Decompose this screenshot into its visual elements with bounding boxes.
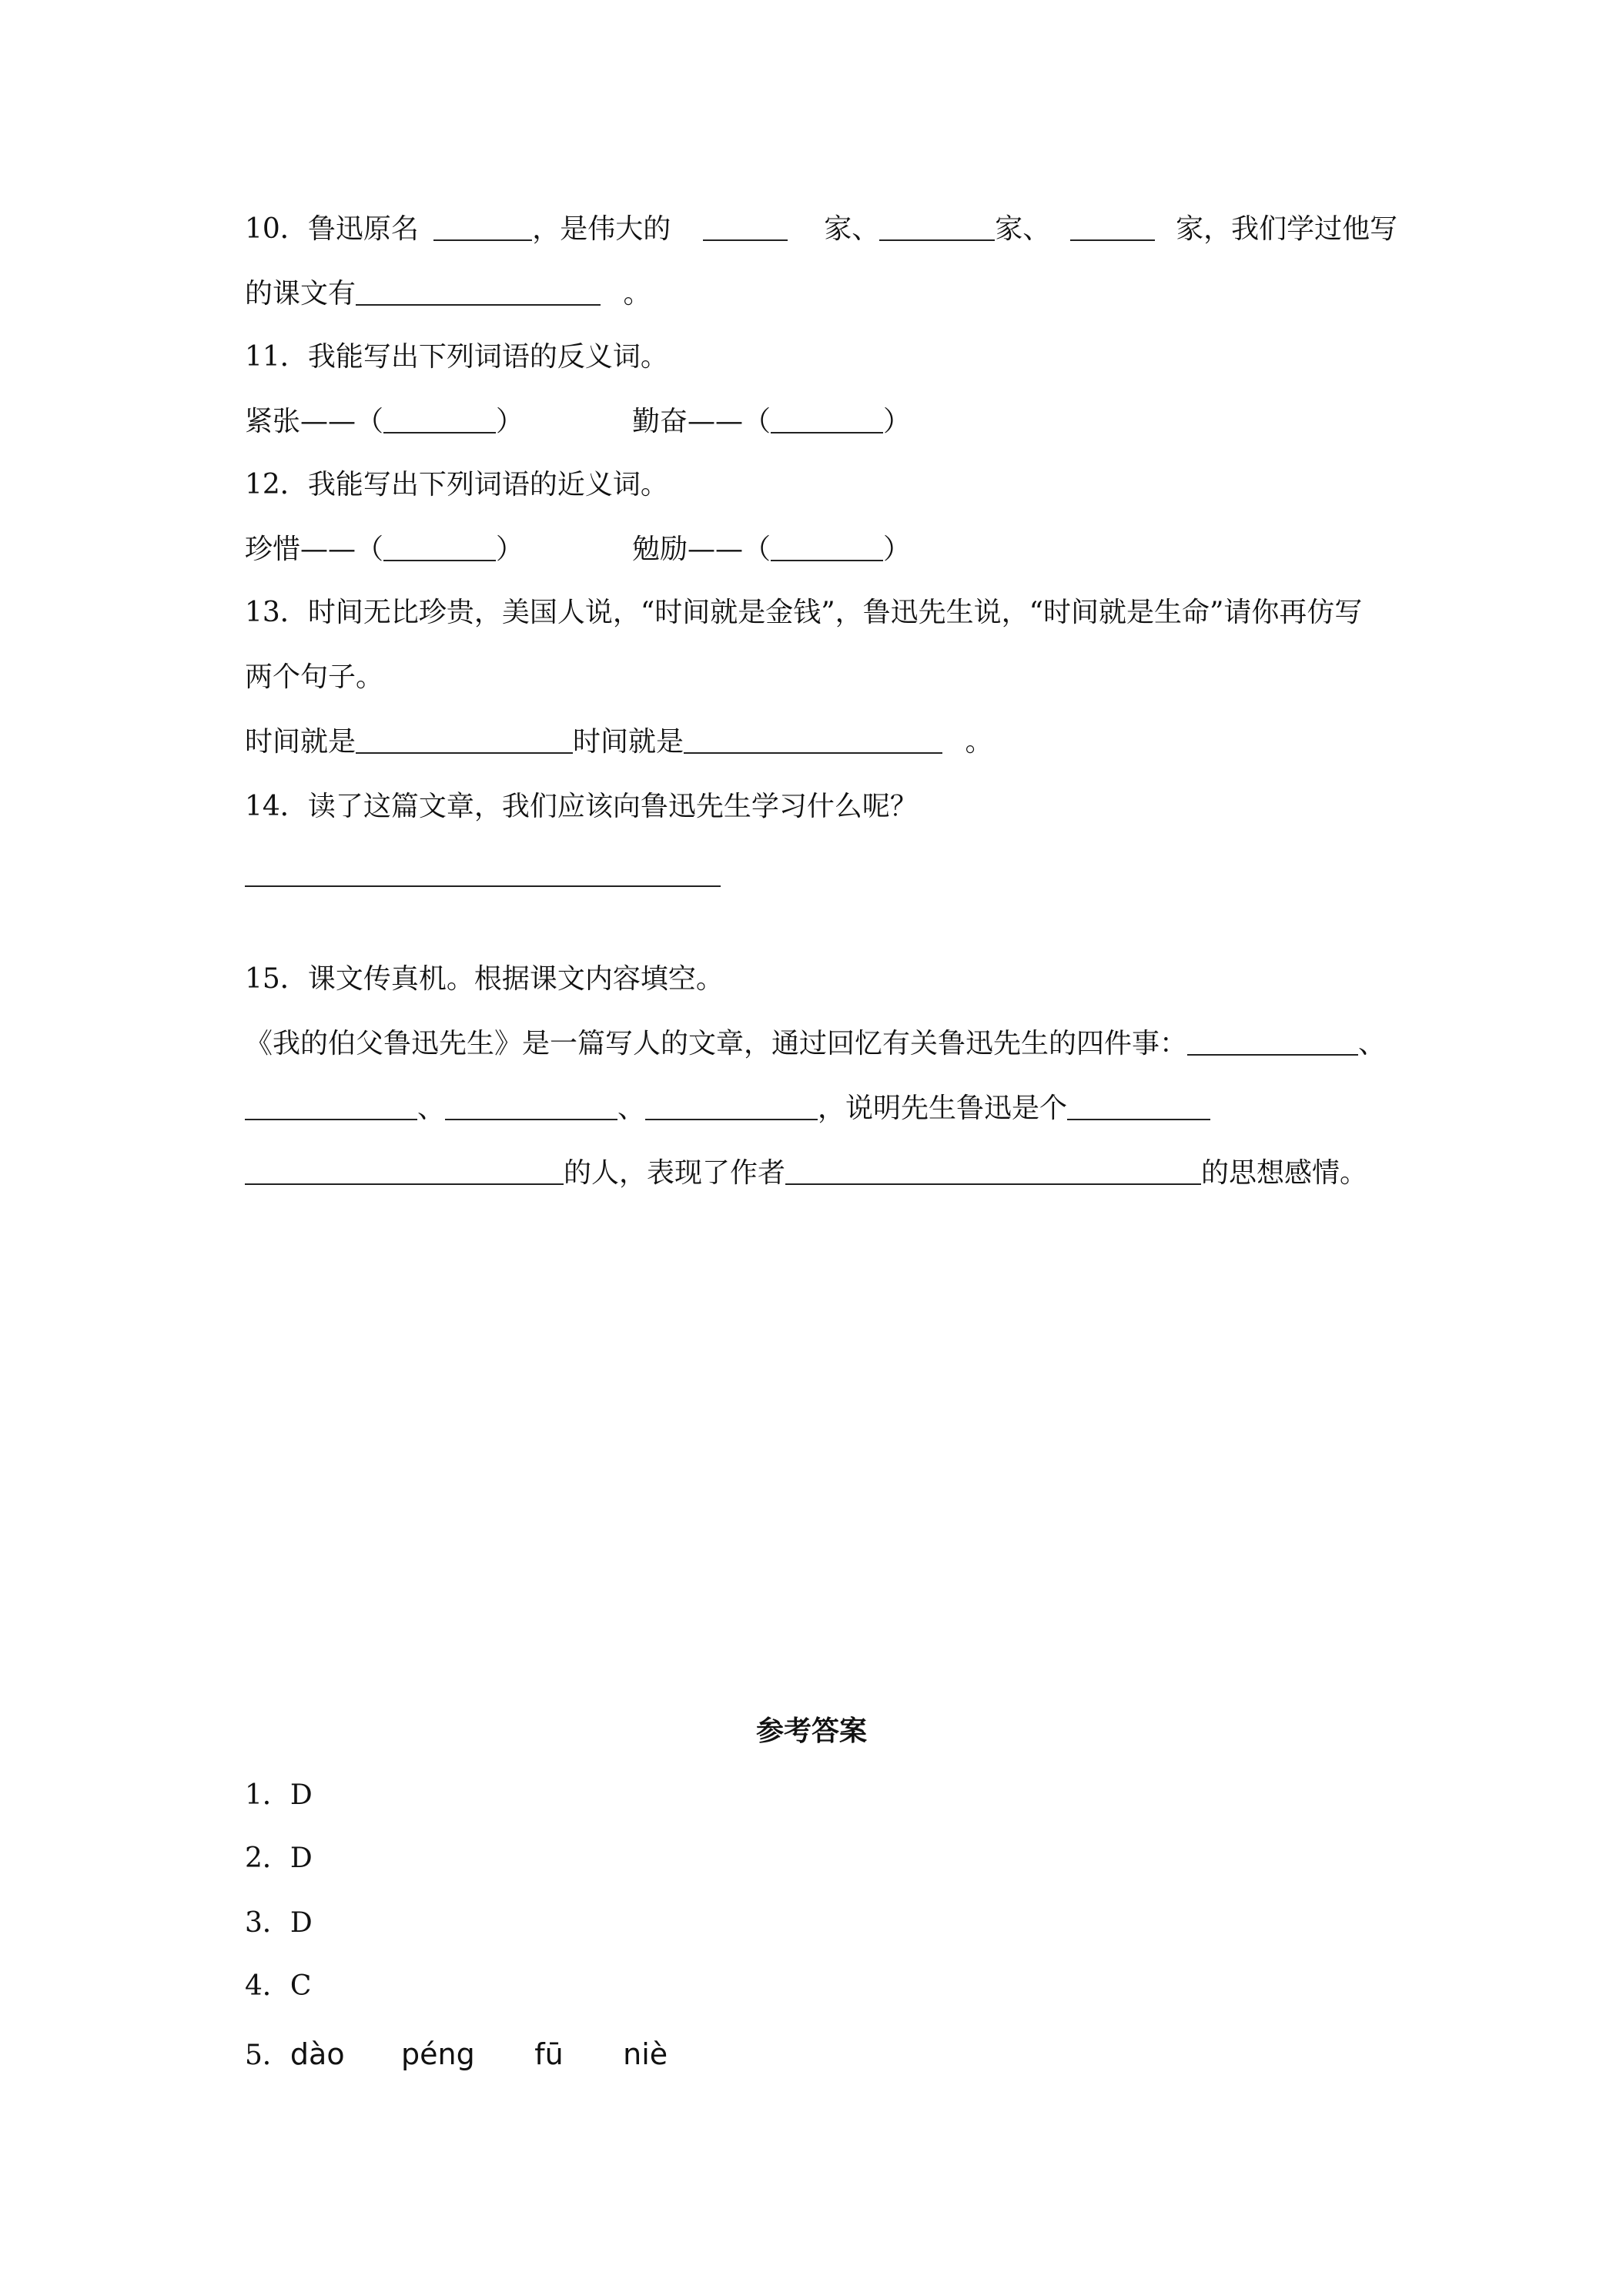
question-13-prompt-line1: 13．时间无比珍贵，美国人说，“时间就是金钱”，鲁迅先生说，“时间就是生命”请你再仿写 xyxy=(245,597,1363,628)
answer-blank[interactable] xyxy=(245,1157,336,1185)
answer-item: 4．C xyxy=(245,1970,312,2002)
question-15-prompt: 15．课文传真机。根据课文内容填空。 xyxy=(245,963,724,995)
answer-blank[interactable] xyxy=(703,213,788,241)
question-11-answers: 紧张——（ ） 勤奋——（ ） xyxy=(245,406,911,437)
question-12-prompt: 12．我能写出下列词语的近义词。 xyxy=(245,469,668,500)
answer-key-title: 参考答案 xyxy=(755,1715,867,1747)
answer-blank[interactable] xyxy=(1072,1157,1201,1185)
question-number: 10． xyxy=(245,213,308,245)
question-number: 14． xyxy=(245,791,308,822)
question-15-line2: 、 、 ，说明先生鲁迅是个 xyxy=(245,1092,1210,1126)
answer-item: 3．D xyxy=(245,1907,313,1939)
answer-blank[interactable] xyxy=(245,859,721,887)
answer-blank[interactable] xyxy=(645,1093,818,1120)
question-number: 11． xyxy=(245,341,308,373)
question-15-line3: 的人，表现了作者 的思想感情。 xyxy=(245,1156,1367,1190)
question-14-prompt: 14．读了这篇文章，我们应该向鲁迅先生学习什么呢？ xyxy=(245,791,918,822)
question-number: 13． xyxy=(245,597,308,628)
answer-blank[interactable] xyxy=(245,1093,417,1120)
question-number: 12． xyxy=(245,469,308,500)
answer-blank[interactable] xyxy=(1070,213,1155,241)
answer-blank[interactable] xyxy=(771,406,883,433)
answer-blank[interactable] xyxy=(1067,1093,1210,1120)
answer-blank[interactable] xyxy=(336,1157,507,1185)
answer-blank[interactable] xyxy=(879,213,995,241)
answer-item-pinyin: 5．dào péng fū niè xyxy=(245,2037,668,2071)
question-12-answers: 珍惜——（ ） 勉励——（ ） xyxy=(245,534,911,565)
answer-blank[interactable] xyxy=(445,1093,617,1120)
answer-blank[interactable] xyxy=(684,726,942,754)
answer-blank[interactable] xyxy=(383,406,496,433)
answer-blank[interactable] xyxy=(433,213,532,241)
answer-blank[interactable] xyxy=(356,278,601,306)
question-10-line1: 10．鲁迅原名 ，是伟大的 家、 家、 家，我们学过他写 xyxy=(245,213,1398,245)
answer-blank[interactable] xyxy=(785,1157,942,1185)
question-10-line2: 的课文有 。 xyxy=(245,278,651,310)
answer-blank[interactable] xyxy=(507,1157,564,1185)
question-11-prompt: 11．我能写出下列词语的反义词。 xyxy=(245,341,668,373)
answer-blank[interactable] xyxy=(383,534,496,561)
question-13-answers: 时间就是 时间就是 。 xyxy=(245,726,993,758)
question-13-prompt-line2: 两个句子。 xyxy=(245,661,384,693)
answer-blank[interactable] xyxy=(942,1157,1072,1185)
question-number: 15． xyxy=(245,963,308,995)
answer-item: 1．D xyxy=(245,1779,313,1811)
answer-blank[interactable] xyxy=(356,726,573,754)
answer-item: 2．D xyxy=(245,1842,313,1874)
answer-blank[interactable] xyxy=(771,534,883,561)
question-15-line1: 《我的伯父鲁迅先生》是一篇写人的文章，通过回忆有关鲁迅先生的四件事： 、 xyxy=(245,1028,1387,1059)
answer-blank[interactable] xyxy=(1187,1028,1358,1056)
